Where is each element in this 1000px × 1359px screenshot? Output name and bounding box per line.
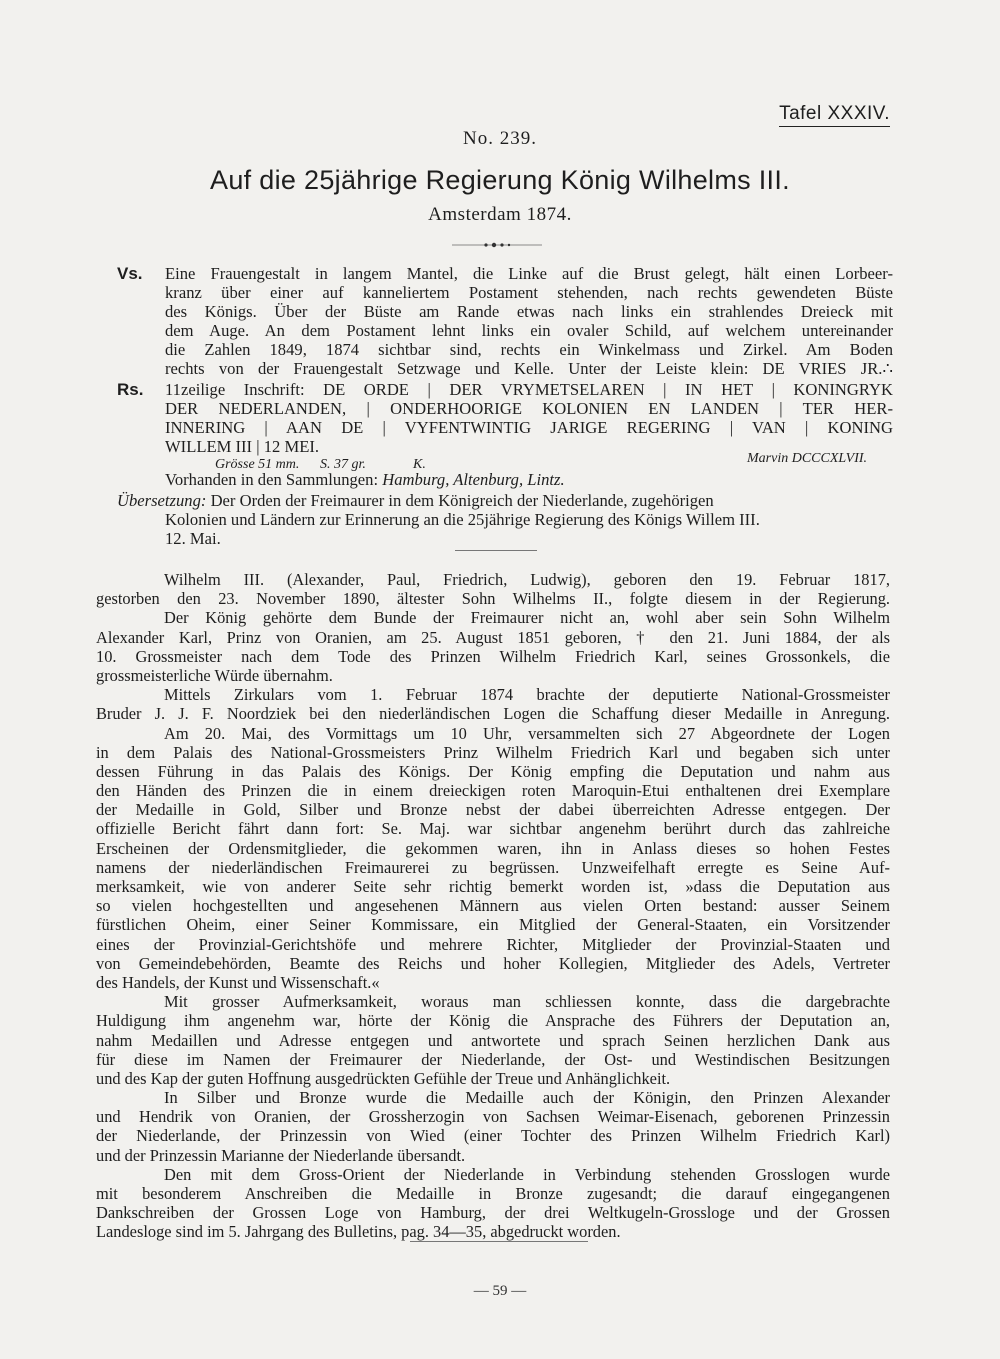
body-line: namens der niederländischen Freimaurerei zu begrüssen. Unzweifelhaft erregte es Seine Auf- xyxy=(96,857,890,877)
reverse-line: INNERING | AAN DE | VYFENTWINTIG JARIGE REGERING | VAN | KONING xyxy=(165,418,893,437)
body-line: der Niederlande, der Prinzessin von Wied (einer Tochter des Prinzen Wilhelm Friedrich Karl) xyxy=(96,1126,890,1146)
medal-weight: S. 37 gr. xyxy=(320,457,366,472)
body-line: nahm Medaillen und Adresse entgegen und antwortete und sprach Seinen herzlichen Dank aus xyxy=(96,1030,890,1050)
translation-line: Kolonien und Ländern zur Erinnerung an die 25jährige Regierung des Königs Willem III. xyxy=(165,510,760,529)
page-number: — 59 — xyxy=(473,1283,527,1299)
medal-size: Grösse 51 mm. xyxy=(215,457,300,472)
reverse-description xyxy=(165,380,893,456)
footer-divider xyxy=(410,1241,588,1242)
obverse-line: Eine Frauengestalt in langem Mantel, die Linke auf die Brust gelegt, hält einen Lorbeer- xyxy=(165,264,893,283)
catalogue-reference: Marvin DCCCXLVII. xyxy=(747,451,868,466)
body-line: Landesloge sind im 5. Jahrgang des Bulletins, pag. 34—35, abgedruckt worden. xyxy=(96,1222,621,1242)
obverse-line: des Königs. Über der Büste am Rande etwas nach links ein strahlendes Dreieck mit xyxy=(165,302,893,321)
place-date: Amsterdam 1874. xyxy=(428,204,572,225)
reverse-line: DER NEDERLANDEN, | ONDERHOORIGE KOLONIEN EN LANDEN | TER HER- xyxy=(165,399,893,418)
translation-line-1 xyxy=(117,491,714,511)
body-line: eines der Provinzial-Gerichtshöfe und mehrere Richter, Mitglieder der Provinzial-Staaten und xyxy=(96,934,890,954)
body-line: für diese im Namen der Freimaurer der Niederlande, der Ost- und Westindischen Besitzungen xyxy=(96,1049,890,1069)
translation-line: 12. Mai. xyxy=(165,529,221,548)
collections-line xyxy=(165,470,565,490)
body-line: Alexander Karl, Prinz von Oranien, am 25. August 1851 geboren, † den 21. Juni 1884, der als xyxy=(96,627,890,647)
obverse-description xyxy=(165,264,893,378)
collections-places: Hamburg, Altenburg, Lintz. xyxy=(382,470,565,489)
body-line: Den mit dem Gross-Orient der Niederlande in Verbindung stehenden Grosslogen wurde xyxy=(164,1164,890,1184)
reverse-line: WILLEM III | 12 MEI. xyxy=(165,437,320,456)
body-line: grossmeisterliche Würde übernahm. xyxy=(96,665,333,685)
body-line: und der Prinzessin Marianne der Niederlande übersandt. xyxy=(96,1145,466,1165)
body-line: offizielle Bericht fährt dann fort: Se. Maj. war sichtbar angenehm berührt durch das zahlreiche xyxy=(96,819,890,839)
body-line: Bruder J. J. F. Noordziek bei den niederländischen Logen die Schaffung dieser Medaille in Anregung. xyxy=(96,704,890,724)
body-line: Erscheinen der Ordensmitglieder, die gekommen waren, ihn in Anlass dieses so hohen Festes xyxy=(96,838,890,858)
reverse-label: Rs. xyxy=(117,380,144,399)
medal-metal: K. xyxy=(413,457,426,472)
plate-number: Tafel XXXIV. xyxy=(779,103,890,127)
collections-prefix: Vorhanden in den Sammlungen: xyxy=(165,470,379,489)
body-line: In Silber und Bronze wurde die Medaille auch der Königin, den Prinzen Alexander xyxy=(164,1088,890,1108)
translation-label: Übersetzung: xyxy=(117,491,207,510)
body-line: so vielen hochgestellten und angesehenen Männern aus vielen Orten bestand: ausser Seinem xyxy=(96,896,890,916)
body-line: fürstlichen Oheim, einer Seiner Kommissare, ein Mitglied der General-Staaten, ein Vorsitzender xyxy=(96,915,890,935)
body-line: Huldigung ihm angenehm war, hörte der König die Ansprache des Führers der Deputation an, xyxy=(96,1011,890,1031)
body-line: den Händen des Prinzen die in einem dreieckigen roten Maroquin-Etui enthaltenen drei Exemplare xyxy=(96,781,890,801)
obverse-label: Vs. xyxy=(117,264,143,283)
translation-text: Der Orden der Freimaurer in dem Königreich der Niederlande, zugehörigen xyxy=(210,491,714,510)
ornament-divider xyxy=(452,240,542,250)
body-line: Wilhelm III. (Alexander, Paul, Friedrich, Ludwig), geboren den 19. Februar 1817, xyxy=(164,570,890,589)
body-line: mit besonderem Anschreiben die Medaille in Bronze zugesandt; die darauf eingegangenen xyxy=(96,1184,890,1203)
body-line: Am 20. Mai, des Vormittags um 10 Uhr, versammelten sich 27 Abgeordnete der Logen xyxy=(164,723,890,743)
obverse-line: dem Auge. An dem Postament lehnt links ein ovaler Schild, auf welchem untereinander xyxy=(165,321,893,340)
body-line: dessen Führung in das Palais des Königs. Der König empfing die Deputation und nahm aus xyxy=(96,761,890,781)
body-line: gestorben den 23. November 1890, ältester Sohn Wilhelms II., folgte diesem in der Regierung. xyxy=(96,589,890,609)
body-line: in dem Palais des National-Grossmeisters Prinz Wilhelm Friedrich Karl und begaben sich unter xyxy=(96,742,890,762)
body-line: von Gemeindebehörden, Beamte des Reichs und hoher Kollegien, Mitglieder des Adels, Vertreter xyxy=(96,953,890,973)
page-title: Auf die 25jährige Regierung König Wilhelms III. xyxy=(210,165,790,195)
reverse-line: 11zeilige Inschrift: DE ORDE | DER VRYMETSELAREN | IN HET | KONINGRYK xyxy=(165,380,893,399)
body-line: des Handels, der Kunst und Wissenschaft.« xyxy=(96,972,380,992)
obverse-line: die Zahlen 1849, 1874 sichtbar sind, rechts ein Winkelmass und Zirkel. Am Boden xyxy=(165,340,893,359)
section-divider xyxy=(455,550,537,551)
body-line: und des Kap der guten Hoffnung ausgedrückten Gefühle der Treue und Anhänglichkeit. xyxy=(96,1068,671,1088)
body-line: Mittels Zirkulars vom 1. Februar 1874 brachte der deputierte National-Grossmeister xyxy=(164,685,890,705)
body-line: 10. Grossmeister nach dem Tode des Prinzen Wilhelm Friedrich Karl, seines Grossonkels, die xyxy=(96,646,890,666)
medal-number: No. 239. xyxy=(463,128,537,149)
obverse-line: kranz über einer auf kanneliertem Postament stehenden, nach rechts gewendeten Büste xyxy=(165,283,893,302)
body-line: Dankschreiben der Grossen Loge von Hamburg, der drei Weltkugeln-Grossloge und der Grossen xyxy=(96,1203,890,1223)
body-line: merksamkeit, wie von anderer Seite sehr richtig bemerkt worden ist, »dass die Deputation aus xyxy=(96,877,890,896)
body-line: und Hendrik von Oranien, der Grossherzogin von Sachsen Weimar-Eisenach, geborenen Prinzessin xyxy=(96,1107,890,1127)
body-line: der Medaille in Gold, Silber und Bronze nebst der dabei überreichten Adresse entgegen. Der xyxy=(96,800,890,820)
body-line: Mit grosser Aufmerksamkeit, woraus man schliessen konnte, dass die dargebrachte xyxy=(164,992,890,1012)
body-line: Der König gehörte dem Bunde der Freimaurer nicht an, wohl aber sein Sohn Wilhelm xyxy=(164,608,890,628)
obverse-line: rechts von der Frauengestalt Setzwage und Kelle. Unter der Leiste klein: DE VRIES JR.∴ xyxy=(165,359,893,378)
body-text xyxy=(96,570,890,1242)
